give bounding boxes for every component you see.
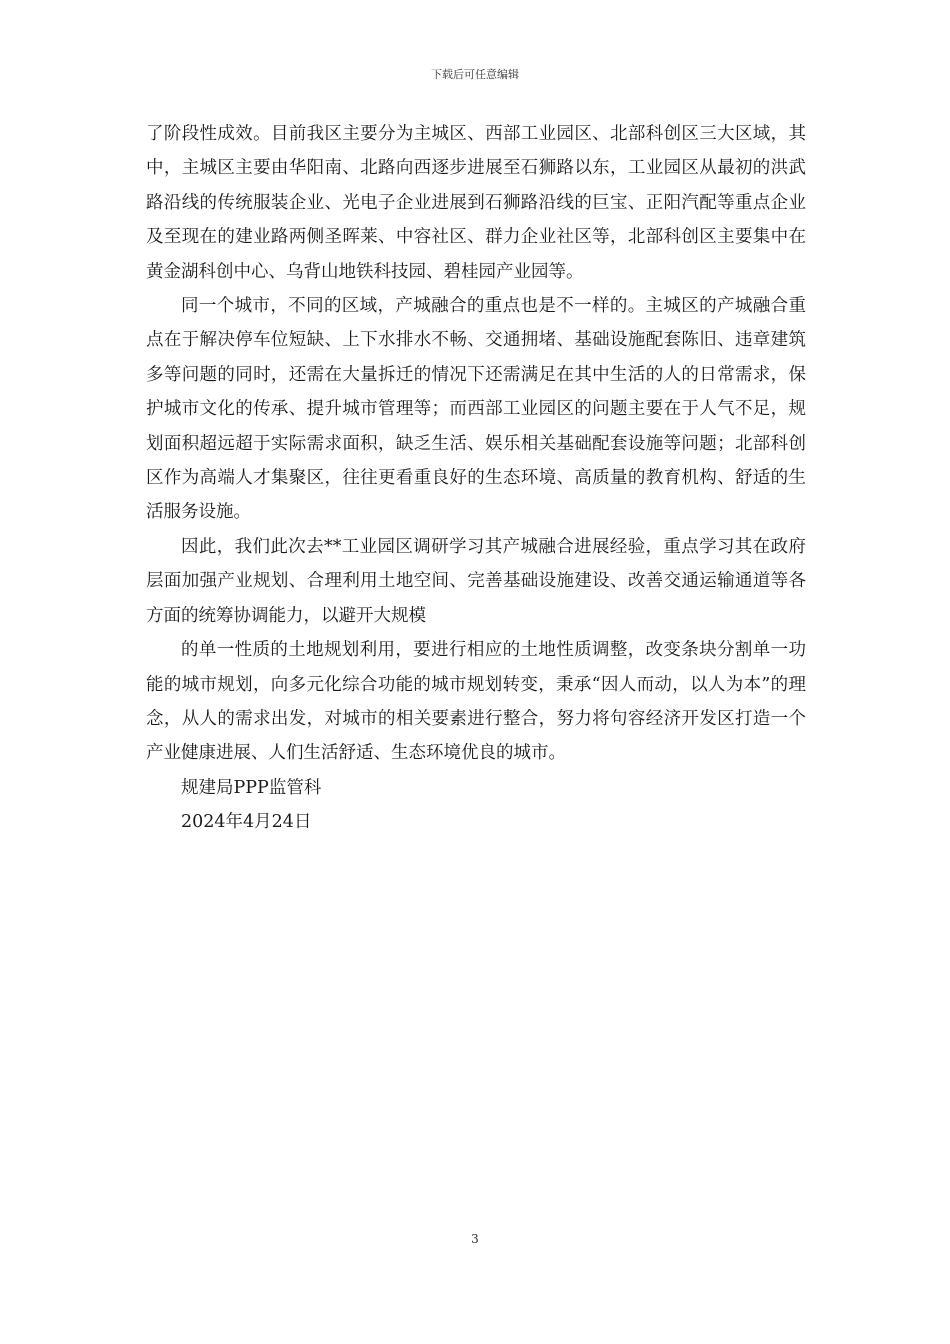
date: 2024年4月24日 (181, 812, 312, 833)
signature: 规建局PPP监管科 (181, 777, 322, 798)
page-number: 3 (471, 1232, 479, 1246)
paragraph-regions: 同一个城市，不同的区域，产城融合的重点也是不一样的。主城区的产城融合重点在于解决停车位短缺、上下水排水不畅、交通拥堵、基础设施配套陈旧、违章建筑多等问题的同时，还需在大量拆迁的情况下还需满足在其中生活的人的日常需求，保护城市文化的传承、提升城市管理等；而西部工业园区的问题主要在于人气不足，规划面积超远超于实际需求面积，缺乏生活、娱乐相关基础配套设施等问题；北部科创区作为高端人才集聚区，往往更看重良好的生态环境、高质量的教育机构、舒适的生活服务设施。 (146, 296, 806, 523)
paragraph-research: 因此，我们此次去**工业园区调研学习其产城融合进展经验，重点学习其在政府层面加强产业规划、合理利用土地空间、完善基础设施建设、改善交通运输通道等各方面的统筹协调能力，以避开大规模 (146, 536, 806, 626)
document-body (146, 117, 806, 840)
paragraph-continuation: 了阶段性成效。目前我区主要分为主城区、西部工业园区、北部科创区三大区域，其中，主城区主要由华阳南、北路向西逐步进展至石狮路以东，工业园区从最初的洪武路沿线的传统服装企业、光电子企业进展到石狮路沿线的巨宝、正阳汽配等重点企业及至现在的建业路两侧圣晖莱、中容社区、群力企业社区等，北部科创区主要集中在黄金湖科创中心、乌背山地铁科技园、碧桂园产业园等。 (146, 124, 806, 282)
page-header: 下载后可任意编辑 (431, 68, 519, 81)
paragraph-planning: 的单一性质的土地规划利用，要进行相应的土地性质调整，改变条块分割单一功能的城市规划，向多元化综合功能的城市规划转变，秉承“因人而动，以人为本”的理念，从人的需求出发，对城市的相关要素进行整合，努力将句容经济开发区打造一个产业健康进展、人们生活舒适、生态环境优良的城市。 (146, 640, 806, 764)
